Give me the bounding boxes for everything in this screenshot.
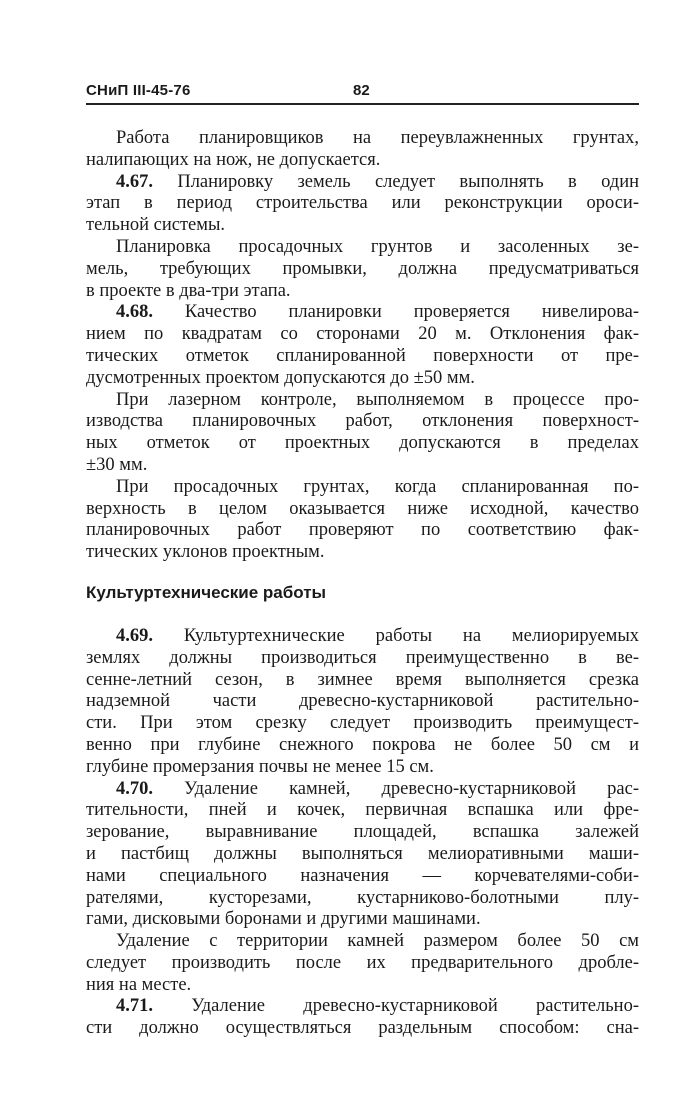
line-text: Планировку земель следует выполнять в один xyxy=(153,171,639,192)
text-line xyxy=(86,975,639,997)
line-text: нами специального назначения — корчевателями-соби- xyxy=(86,865,639,886)
line-text: верхность в целом оказывается ниже исходной, качество xyxy=(86,498,639,519)
text-line xyxy=(86,390,639,412)
text-line xyxy=(86,368,639,390)
text-line xyxy=(86,172,639,194)
text-line xyxy=(86,215,639,237)
text-line xyxy=(86,888,639,910)
text-line xyxy=(86,953,639,975)
line-text: Качество планировки проверяется нивелирова- xyxy=(153,302,639,323)
line-text: ных отметок от проектных допускаются в пределах xyxy=(86,433,639,454)
paragraph xyxy=(86,477,639,564)
line-text: Работа планировщиков на переувлажненных грунтах, xyxy=(116,128,639,148)
text-line xyxy=(86,909,639,931)
line-text: рателями, кусторезами, кустарниково-болотными плу- xyxy=(86,887,639,908)
text-line xyxy=(86,259,639,281)
line-text: Удаление с территории камней размером более 50 см xyxy=(116,931,639,952)
line-text: в проекте в два-три этапа. xyxy=(86,280,291,301)
line-text: зерование, выравнивание площадей, вспашка залежей xyxy=(86,822,639,843)
clause-number: 4.69. xyxy=(116,625,153,646)
paragraph xyxy=(86,626,639,779)
text-line xyxy=(86,433,639,455)
paragraph xyxy=(86,931,639,996)
text-line xyxy=(86,193,639,215)
document-code: СНиП III-45-76 xyxy=(86,82,191,99)
line-text: Планировка просадочных грунтов и засоленных зе- xyxy=(116,236,639,257)
text-line xyxy=(86,281,639,303)
clause-number: 4.70. xyxy=(116,778,153,799)
paragraph xyxy=(86,237,639,302)
text-line xyxy=(86,822,639,844)
running-head xyxy=(86,82,639,104)
page-number: 82 xyxy=(353,82,370,99)
text-line xyxy=(86,800,639,822)
text-line xyxy=(86,648,639,670)
line-text: следует производить после их предварительного дробле- xyxy=(86,952,639,973)
clause-number: 4.68. xyxy=(116,302,153,323)
text-line xyxy=(86,477,639,499)
text-line xyxy=(86,996,639,1018)
line-text: венно при глубине снежного покрова не более 50 см и xyxy=(86,734,639,755)
text-line xyxy=(86,866,639,888)
text-block-1 xyxy=(86,128,639,564)
line-text: При лазерном контроле, выполняемом в процессе про- xyxy=(116,389,639,410)
paragraph xyxy=(86,302,639,389)
text-line xyxy=(86,931,639,953)
line-text: дусмотренных проектом допускаются до ±50 мм. xyxy=(86,367,475,388)
text-line xyxy=(86,670,639,692)
line-text: землях должны производиться преимущественно в ве- xyxy=(86,647,639,668)
line-text: тических отметок спланированной поверхности от пре- xyxy=(86,345,639,366)
line-text: ±30 мм. xyxy=(86,454,148,475)
line-text: При просадочных грунтах, когда спланированная по- xyxy=(116,476,639,497)
line-text: Удаление камней, древесно-кустарниковой рас- xyxy=(153,778,639,799)
text-line xyxy=(86,128,639,150)
text-line xyxy=(86,542,639,564)
line-text: изводства планировочных работ, отклонения поверхност- xyxy=(86,411,639,432)
paragraph xyxy=(86,128,639,172)
text-line xyxy=(86,302,639,324)
line-text: сти должно осуществляться раздельным способом: сна- xyxy=(86,1018,639,1039)
line-text: и пастбищ должны выполняться мелиоративными маши- xyxy=(86,843,639,864)
line-text: сти. При этом срезку следует производить преимущест- xyxy=(86,713,639,734)
text-line xyxy=(86,499,639,521)
line-text: Культуртехнические работы на мелиорируемых xyxy=(153,625,639,646)
text-line xyxy=(86,324,639,346)
text-line xyxy=(86,520,639,542)
header-rule xyxy=(86,103,639,105)
line-text: планировочных работ проверяют по соответствию фак- xyxy=(86,520,639,541)
line-text: этап в период строительства или реконструкции ороси- xyxy=(86,193,639,214)
text-line xyxy=(86,411,639,433)
line-text: мель, требующих промывки, должна предусматриваться xyxy=(86,258,639,279)
text-line xyxy=(86,757,639,779)
line-text: надземной части древесно-кустарниковой растительно- xyxy=(86,691,639,712)
text-line xyxy=(86,779,639,801)
line-text: налипающих на нож, не допускается. xyxy=(86,149,381,170)
paragraph xyxy=(86,779,639,932)
text-line xyxy=(86,455,639,477)
clause-number: 4.67. xyxy=(116,171,153,192)
body-text xyxy=(86,128,639,1040)
line-text: тельной системы. xyxy=(86,215,226,236)
text-line xyxy=(86,237,639,259)
line-text: глубине промерзания почвы не менее 15 см. xyxy=(86,756,434,777)
paragraph xyxy=(86,172,639,237)
paragraph xyxy=(86,390,639,477)
line-text: гами, дисковыми боронами и другими машинами. xyxy=(86,909,481,930)
line-text: ния на месте. xyxy=(86,974,192,995)
line-text: тительности, пней и кочек, первичная вспашка или фре- xyxy=(86,800,639,821)
text-line xyxy=(86,626,639,648)
text-line xyxy=(86,735,639,757)
line-text: Удаление древесно-кустарниковой растительно- xyxy=(153,996,639,1017)
text-line xyxy=(86,346,639,368)
line-text: тических уклонов проектным. xyxy=(86,542,325,563)
section-heading: Культуртехнические работы xyxy=(86,582,327,602)
paragraph xyxy=(86,996,639,1040)
text-line xyxy=(86,1018,639,1040)
line-text: нием по квадратам со сторонами 20 м. Отклонения фак- xyxy=(86,324,639,345)
text-block-2 xyxy=(86,626,639,1040)
text-line xyxy=(86,713,639,735)
text-line xyxy=(86,150,639,172)
text-line xyxy=(86,844,639,866)
clause-number: 4.71. xyxy=(116,996,153,1017)
text-line xyxy=(86,691,639,713)
line-text: сенне-летний сезон, в зимнее время выполняется срезка xyxy=(86,669,639,690)
